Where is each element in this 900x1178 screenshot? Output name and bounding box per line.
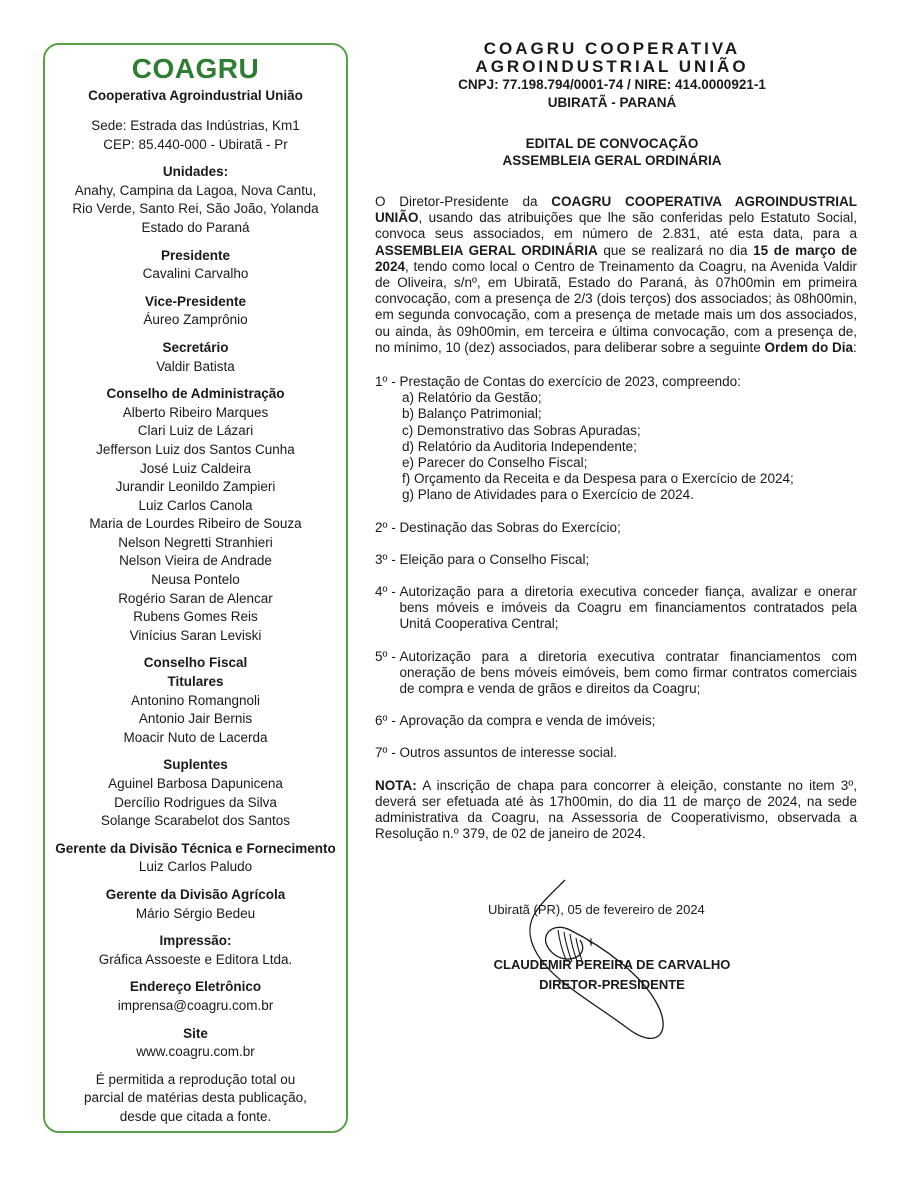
agenda-item-text: Aprovação da compra e venda de imóveis; <box>399 713 656 729</box>
sidebar-masthead <box>43 43 348 1133</box>
board-member: Nelson Negretti Stranhieri <box>118 534 273 550</box>
tech-manager-heading: Gerente da Divisão Técnica e Fornecimento <box>55 840 336 856</box>
edital-document <box>362 40 862 843</box>
edital-title-line2: ASSEMBLEIA GERAL ORDINÁRIA <box>502 153 722 168</box>
board-member: Luiz Carlos Canola <box>138 497 253 513</box>
intro-text: , usando das atribuições que lhe são conferidas pelo Estatuto Social, convoca seus associados, em número de 2.831, até esta data, para a <box>375 210 857 242</box>
agenda-item-number: 3º - <box>375 551 400 567</box>
vice-president-heading: Vice-Presidente <box>144 293 247 309</box>
agri-manager-name: Mário Sérgio Bedeu <box>135 905 256 921</box>
site-heading: Site <box>183 1025 208 1041</box>
secretary-name: Valdir Batista <box>156 358 235 374</box>
suplente-member: Aguinel Barbosa Dapunicena <box>108 776 283 791</box>
board-member: Alberto Ribeiro Marques <box>122 404 269 420</box>
president-heading: Presidente <box>160 247 231 263</box>
signature-date: Ubiratã (PR), 05 de fevereiro de 2024 <box>488 902 705 917</box>
agenda-item <box>375 649 857 698</box>
agenda-item-number: 1º - <box>375 374 400 390</box>
agenda-item-text: Autorização para a diretoria executiva contratar financiamentos com oneração de bens móveis eimóveis, bem como firmar contratos comerciais de compra e venda de grãos e direitos da Coagru; <box>399 648 857 697</box>
agenda-item-number: 2º - <box>375 519 400 535</box>
board-heading: Conselho de Administração <box>106 386 285 402</box>
units-line: Rio Verde, Santo Rei, São João, Yolanda <box>72 201 319 217</box>
board-member: Nelson Vieira de Andrade <box>119 553 272 569</box>
edital-title-line1: EDITAL DE CONVOCAÇÃO <box>525 136 699 151</box>
suplente-member: Dercílio Rodrigues da Silva <box>114 794 277 810</box>
intro-paragraph <box>362 194 862 356</box>
board-member: Vinícius Saran Leviski <box>129 627 262 643</box>
fiscal-member: Moacir Nuto de Lacerda <box>123 729 268 745</box>
intro-text: : <box>852 339 857 355</box>
board-member: Neusa Pontelo <box>151 572 240 588</box>
titulares-heading: Titulares <box>167 674 224 690</box>
address-block <box>45 117 346 154</box>
agri-manager-heading: Gerente da Divisão Agrícola <box>105 886 286 902</box>
address-line: Sede: Estrada das Indústrias, Km1 <box>91 118 300 133</box>
agenda-list <box>362 374 862 762</box>
board-member: Jurandir Leonildo Zampieri <box>115 479 276 495</box>
suplente-member: Solange Scarabelot dos Santos <box>100 813 291 829</box>
city-line: UBIRATÃ - PARANÁ <box>547 95 677 110</box>
agenda-subitem: f) Orçamento da Receita e da Despesa para o Exercício de 2024; <box>402 471 794 487</box>
agenda-item-number: 6º - <box>375 713 400 729</box>
agenda-subitem: a) Relatório da Gestão; <box>402 390 542 406</box>
email-heading: Endereço Eletrônico <box>129 979 262 995</box>
board-member: Rubens Gomes Reis <box>133 609 258 625</box>
nota-label: NOTA: <box>375 777 417 793</box>
signatory-role: DIRETOR-PRESIDENTE <box>539 977 685 992</box>
intro-text: O Diretor-Presidente da <box>375 194 552 209</box>
nota-paragraph <box>362 778 862 843</box>
agenda-item-text: Autorização para a diretoria executiva conceder fiança, avalizar e onerar bens móveis e imóveis da Coagru em financiamentos contratados pela Unitá Cooperativa Central; <box>399 584 857 632</box>
agenda-item <box>375 552 857 568</box>
agenda-item <box>375 745 857 761</box>
reproduction-note: parcial de matérias desta publicação, <box>84 1090 307 1106</box>
agenda-item-number: 4º - <box>375 584 400 600</box>
agenda-subitem: b) Balanço Patrimonial; <box>402 406 542 422</box>
reproduction-note: É permitida a reprodução total ou <box>95 1071 296 1087</box>
units-line: Estado do Paraná <box>141 219 250 235</box>
agenda-item <box>375 584 857 633</box>
fiscal-member: Antonino Romangnoli <box>130 692 261 708</box>
board-member: José Luiz Caldeira <box>139 460 252 476</box>
agenda-subitem: e) Parecer do Conselho Fiscal; <box>402 455 588 471</box>
agenda-item-text: Outros assuntos de interesse social. <box>399 745 618 761</box>
reproduction-note: desde que citada a fonte. <box>119 1108 272 1124</box>
email-link[interactable]: imprensa@coagru.com.br <box>117 997 274 1013</box>
signatory-name: CLAUDEMIR PEREIRA DE CARVALHO <box>493 957 731 972</box>
nota-text: A inscrição de chapa para concorrer à eleição, constante no item 3º, deverá ser efetuada até às 17h00min, do dia 11 de março de 2024, na sede administrativa da Coagru, na Assessoria de Cooperativismo, observada a Resolução n.º 379, de 02 de janeiro de 2024. <box>375 777 857 842</box>
board-member: Rogério Saran de Alencar <box>118 590 273 606</box>
intro-bold: Ordem do Dia <box>764 339 853 355</box>
fiscal-council-heading: Conselho Fiscal <box>143 655 248 671</box>
brand-subtitle: Cooperativa Agroindustrial União <box>88 88 303 103</box>
signatory-block <box>362 955 862 995</box>
printing-name: Gráfica Assoeste e Editora Ltda. <box>98 951 293 967</box>
intro-text: que se realizará no dia <box>597 242 754 258</box>
agenda-item-text: Eleição para o Conselho Fiscal; <box>399 551 590 567</box>
intro-text: , tendo como local o Centro de Treinamento da Coagru, na Avenida Valdir de Oliveira, s/nº, em Ubiratã, Estado do Paraná, às 07h00min em primeira convocação, com a presença de 2/3 (dois terços) dos associados; às 08h00min, em segunda convocação, com a presença de metade mais um dos associados, ou ainda, às 09h00min, em terceira e última convocação, com a presença de, no mínimo, 10 (dez) associados, para deliberar sobre a seguinte <box>375 258 857 355</box>
intro-bold: COAGRU COOPERATIVA AGROINDUSTRIAL UNIÃO <box>375 194 858 226</box>
fiscal-member: Antonio Jair Bernis <box>138 711 253 727</box>
intro-bold: 15 de março de 2024 <box>375 242 858 274</box>
agenda-subitem: c) Demonstrativo das Sobras Apuradas; <box>402 422 641 438</box>
agenda-item <box>375 520 857 536</box>
units-heading: Unidades: <box>162 164 229 180</box>
intro-bold: ASSEMBLEIA GERAL ORDINÁRIA <box>375 242 598 258</box>
agenda-item <box>375 713 857 729</box>
org-name-line1: COAGRU COOPERATIVA <box>483 39 741 58</box>
org-name-line2: AGROINDUSTRIAL UNIÃO <box>475 57 749 76</box>
board-member: Jefferson Luiz dos Santos Cunha <box>96 441 295 457</box>
board-member: Clari Luiz de Lázari <box>137 423 254 439</box>
brand-logo-text: COAGRU <box>131 53 260 84</box>
secretary-heading: Secretário <box>162 339 229 355</box>
agenda-subitem: d) Relatório da Auditoria Independente; <box>402 438 637 454</box>
suplentes-heading: Suplentes <box>163 757 228 773</box>
board-member: Maria de Lourdes Ribeiro de Souza <box>89 516 302 532</box>
president-name: Cavalini Carvalho <box>142 266 249 282</box>
vice-president-name: Áureo Zamprônio <box>143 312 248 328</box>
agenda-item-text: Destinação das Sobras do Exercício; <box>399 519 621 535</box>
address-line: CEP: 85.440-000 - Ubiratã - Pr <box>103 136 288 152</box>
tech-manager-name: Luiz Carlos Paludo <box>138 859 253 875</box>
edital-title <box>362 135 862 169</box>
printing-heading: Impressão: <box>159 933 232 949</box>
agenda-item-text: Prestação de Contas do exercício de 2023, compreendo: <box>399 374 741 390</box>
agenda-item <box>375 374 857 390</box>
agenda-item-number: 7º - <box>375 745 400 761</box>
registry-line: CNPJ: 77.198.794/0001-74 / NIRE: 414.0000921-1 <box>458 77 766 92</box>
agenda-sublist <box>375 390 857 503</box>
agenda-subitem: g) Plano de Atividades para o Exercício de 2024. <box>402 487 694 503</box>
site-link[interactable]: www.coagru.com.br <box>136 1044 255 1060</box>
units-line: Anahy, Campina da Lagoa, Nova Cantu, <box>74 182 317 198</box>
agenda-item-number: 5º - <box>375 648 400 664</box>
